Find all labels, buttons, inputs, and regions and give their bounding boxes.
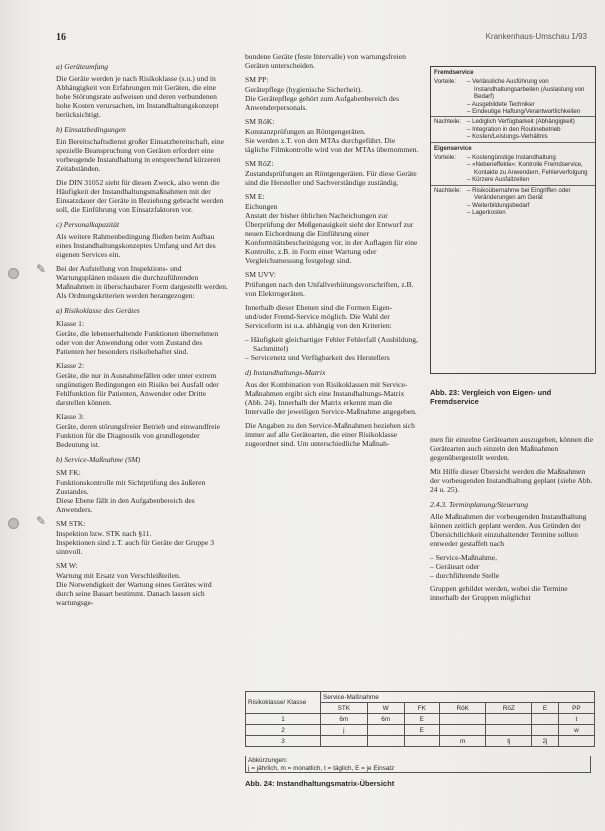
table-cell xyxy=(404,736,439,747)
box-row xyxy=(431,77,595,116)
figure-caption: Abb. 23: Vergleich von Eigen- und Fremdservice xyxy=(430,388,552,406)
box-list xyxy=(467,187,592,217)
list-item: – Weiterbildungsbedarf xyxy=(467,202,592,209)
list-item: – Risikoübernahme bei Eingriffen oder Veränderungen am Gerät xyxy=(467,187,592,202)
column-left xyxy=(56,56,230,612)
row-label: Nachteile: xyxy=(434,186,462,194)
punch-hole xyxy=(8,268,19,279)
paragraph: Die Gerätepflege gehört zum Aufgabenbereich des Anwenderpersonals. xyxy=(245,94,400,112)
column-subheader: STK xyxy=(321,703,368,714)
list-item: – Eindeutige Haftung/Verantwortlichkeiten xyxy=(467,108,592,115)
paragraph: bundene Geräte (feste Intervalle) von wartungsfreien Geräten unterscheiden. xyxy=(245,52,406,70)
sm-title: SM PP: xyxy=(245,75,269,84)
list-item: – Verlässliche Ausführung von Instandhaltungsarbeiten (Auslastung von Bedarf) xyxy=(467,78,592,100)
paragraph: Funktionskontrolle mit Sichtprüfung des äußeren Zustandes. xyxy=(56,478,206,496)
legend-title: Abkürzungen: xyxy=(248,757,288,764)
matrix-legend xyxy=(245,756,591,773)
table-cell xyxy=(367,736,404,747)
list-item: – Lediglich Verfügbarkeit (Abhängigkeit) xyxy=(467,118,592,125)
column-header: Service-Maßnahme xyxy=(321,692,595,703)
paragraph: Wartung mit Ersatz von Verschleißteilen. xyxy=(56,571,181,580)
table-cell xyxy=(486,714,532,725)
table-row xyxy=(246,725,595,736)
paragraph: Sie werden z.T. von den MTAs durchgeführt. Die tägliche Filmkontrolle wird von der MTAs übernommen. xyxy=(245,136,419,154)
table-row xyxy=(246,714,595,725)
punch-hole xyxy=(8,518,19,529)
sm-title: SM UVV: xyxy=(245,270,276,279)
table-cell: 6m xyxy=(321,714,368,725)
list-item: – Service-Maßnahme, xyxy=(430,553,595,562)
column-header: Risikoklasse/ Klasse xyxy=(246,692,321,714)
page-number: 16 xyxy=(56,32,66,43)
paragraph: Innerhalb dieser Ebenen sind die Formen Eigen- und/oder Fremd-Service möglich. Die Wahl der Serviceform ist u.a. abhängig von den Kriterien: xyxy=(245,303,393,330)
paragraph: Alle Maßnahmen der vorbeugenden Instandhaltung können zeitlich geplant werden. Aus Gründen der Übersichtlichkeit einzuhaltender Termine sollten entweder gestaffelt nach xyxy=(430,512,587,548)
paragraph: Geräte, deren störungsfreier Betrieb und einwandfreie Funktion für die Diagnostik von grundlegender Bedeutung ist. xyxy=(56,422,221,449)
paragraph: men für einzelne Gerätearten auszugeben, können die Gerätearten auch einzeln den Maßnahmen gegenübergestellt werden. xyxy=(430,435,593,462)
paragraph: Die Angaben zu den Service-Maßnahmen beziehen sich immer auf alle Gerätearten, die einer Risikoklasse zugeordnet sind. Um unterschiedliche Maßnah- xyxy=(245,421,415,448)
list-item: – Kosten/Leistungs-Verhältnis xyxy=(467,133,592,140)
list-item: – Servicenetz und Verfügbarkeit des Herstellers xyxy=(245,353,421,362)
paragraph: Bei der Aufstellung von Inspektions- und Wartungsplänen müssen die durchzuführenden Maßnahmen in überschaubarer Form dargestellt werden. Als Ordnungskriterien werden herangezogen: xyxy=(56,264,228,300)
table-cell xyxy=(532,714,559,725)
class-title: Klasse 1: xyxy=(56,319,85,328)
maintenance-matrix xyxy=(245,691,595,747)
section-heading: b) Service-Maßnahme (SM) xyxy=(56,455,141,464)
column-subheader: RöK xyxy=(439,703,486,714)
paragraph: Anstatt der bisher üblichen Nacheichungen zur Überprüfung der Meßgenauigkeit sieht der Entwurf zur neuen Eichordnung die Einführung einer Konformitätsbescheinigung vor, in der Auflagen für eine Kontrolle, z.B. in Form einer Wartung oder Vergleichsmessung festgelegt sind. xyxy=(245,211,418,265)
section-heading: a) Geräteumfang xyxy=(56,62,109,71)
table-cell xyxy=(321,736,368,747)
table-cell xyxy=(486,725,532,736)
table-cell: w xyxy=(558,725,594,736)
paragraph: Ein Bereitschaftsdienst großer Einsatzbereitschaft, eine spezielle Beanspruchung von Geräten erfordert eine vorbeugende Instandhaltung in entsprechend kürzeren Zeitabständen. xyxy=(56,137,225,173)
table-cell: t xyxy=(558,714,594,725)
box-list xyxy=(467,78,592,115)
section-heading: b) Einsatzbedingungen xyxy=(56,125,126,134)
table-header-row xyxy=(246,692,595,703)
box-heading: Fremdservice xyxy=(434,69,474,76)
list-item: – »Nebeneffekte«: Kontrolle Fremdservice, Kontakte zu Anwendern, Fehlerverfolgung xyxy=(467,161,592,176)
paragraph: Mit Hilfe dieser Übersicht werden die Maßnahmen der vorbeugenden Instandhaltung geplant (siehe Abb. 24 u. 25). xyxy=(430,467,593,494)
column-subheader: W xyxy=(367,703,404,714)
list-item: – Kostengünstige Instandhaltung xyxy=(467,154,592,161)
paragraph: Aus der Kombination von Risikoklassen mit Service-Maßnahmen ergibt sich eine Instandhaltungs-Matrix (Abb. 24). Innerhalb der Matrix erkennt man die Intervalle der jeweiligen Service-Maßnahme angegeben. xyxy=(245,380,417,416)
list-item: – durchführende Stelle xyxy=(430,571,595,580)
row-label: Vorteile: xyxy=(434,154,457,162)
column-subheader: PP xyxy=(558,703,594,714)
table-cell xyxy=(439,725,486,736)
column-middle xyxy=(245,52,421,453)
table-cell: 2j xyxy=(532,736,559,747)
box-heading: Eigenservice xyxy=(431,142,595,153)
table-cell xyxy=(367,725,404,736)
table-cell xyxy=(439,714,486,725)
box-row xyxy=(431,153,595,185)
sm-title: SM RöZ: xyxy=(245,159,274,168)
section-heading: 2.4.3. Terminplanung/Steuerung xyxy=(430,500,529,509)
paragraph: Inspektionen sind z.T. auch für Geräte der Gruppe 3 sinnvoll. xyxy=(56,538,215,556)
list-item: – Ausgebildete Techniker xyxy=(467,101,592,108)
column-subheader: FK xyxy=(404,703,439,714)
running-title: Krankenhaus-Umschau 1/93 xyxy=(485,32,587,41)
table-cell: j xyxy=(321,725,368,736)
legend-text: j = jährlich, m = monatlich, t = täglich, E = je Einsatz xyxy=(248,765,395,772)
sm-title: SM E: xyxy=(245,192,265,201)
paragraph: Zustandsprüfungen an Röntgengeräten. Für diese Geräte sind die Hersteller und Sachverständige zuständig. xyxy=(245,169,417,187)
paragraph: Gerätepflege (hygienische Sicherheit). xyxy=(245,85,363,94)
paragraph: Die Geräte werden je nach Risikoklasse (s.u.) und in Abhängigkeit von Erfahrungen mit Geräten, die eine hohe Störungsrate aufweisen und deren verbundenen hohe Kosten verursachen, im Instandhaltungskonzept berücksichtigt. xyxy=(56,74,219,119)
box-list xyxy=(467,118,592,140)
pencil-mark-icon: ✎ xyxy=(36,514,47,528)
paragraph: Die DIN 31052 sieht für diesen Zweck, also wenn die Häufigkeit der Instandhaltungsmaßnahmen mit der Einsatzdauer der Geräte in Beziehung gebracht werden soll, die Einführung von Einsatzfaktoren vor. xyxy=(56,178,224,214)
paragraph: Diese Ebene fällt in den Aufgabenbereich des Anwenders. xyxy=(56,496,195,514)
list-item: – Häufigkeit gleichartiger Fehler Fehlerfall (Ausbildung, Sachmittel) xyxy=(245,335,421,353)
table-cell: 1 xyxy=(246,714,321,725)
box-list xyxy=(467,154,592,184)
table-cell: E xyxy=(404,714,439,725)
pencil-mark-icon: ✎ xyxy=(36,262,47,276)
class-title: Klasse 2: xyxy=(56,361,85,370)
section-heading: a) Risikoklasse des Gerätes xyxy=(56,306,140,315)
table-cell: m xyxy=(439,736,486,747)
paragraph: Geräte, die lebenserhaltende Funktionen übernehmen oder von der Anwendung oder vom Zustand des Patienten her besonders risikobehaftet sind. xyxy=(56,329,219,356)
paragraph: Als weitere Rahmenbedingung fließen beim Aufbau eines Instandhaltungskonzeptes Umfang und Art des eigenen Services ein. xyxy=(56,232,216,259)
sm-title: SM RöK: xyxy=(245,117,275,126)
table-cell xyxy=(558,736,594,747)
comparison-box xyxy=(430,66,596,374)
section-heading: c) Personalkapazität xyxy=(56,220,120,229)
sm-title: SM W: xyxy=(56,561,78,570)
table-cell: tj xyxy=(486,736,532,747)
criteria-list xyxy=(245,335,421,362)
table-cell: 2 xyxy=(246,725,321,736)
paragraph: Konstanzprüfungen an Röntgengeräten. xyxy=(245,127,366,136)
paragraph: Inspektion bzw. STK nach §11. xyxy=(56,529,152,538)
list-item: – Kürzere Ausfallzeiten xyxy=(467,176,592,183)
row-label: Nachteile: xyxy=(434,118,462,126)
list-item: – Integration in den Routinebetrieb xyxy=(467,126,592,133)
grouping-list xyxy=(430,553,595,580)
row-label: Vorteile: xyxy=(434,78,457,86)
box-row xyxy=(431,116,595,141)
paragraph: Die Notwendigkeit der Wartung eines Gerätes wird durch seine Bauart bestimmt. Danach lassen sich wartungsge- xyxy=(56,580,212,607)
column-subheader: E xyxy=(532,703,559,714)
list-item: – Lagerkosten xyxy=(467,209,592,216)
paragraph: Geräte, die nur in Ausnahmefällen oder unter extrem ungünstigen Bedingungen ein Risiko bei Ausfall oder Fehlfunktion für Patienten, Anwender oder Dritte darstellen können. xyxy=(56,371,219,407)
section-heading: d) Instandhaltungs-Matrix xyxy=(245,368,326,377)
sm-title: SM STK: xyxy=(56,519,86,528)
table-row xyxy=(246,736,595,747)
table-cell: E xyxy=(404,725,439,736)
box-row xyxy=(431,185,595,218)
table-cell: 6m xyxy=(367,714,404,725)
table-cell xyxy=(532,725,559,736)
paragraph: Gruppen gebildet werden, wobei die Termine innerhalb der Gruppen möglichst xyxy=(430,584,568,602)
paragraph: Prüfungen nach den Unfallverhütungsvorschriften, z.B. von Elektrogeräten. xyxy=(245,280,414,298)
figure-caption: Abb. 24: Instandhaltungsmatrix-Übersicht xyxy=(245,779,395,788)
class-title: Klasse 3: xyxy=(56,412,85,421)
sm-title: SM FK: xyxy=(56,468,81,477)
paragraph: Eichungen xyxy=(245,202,278,211)
table-cell: 3 xyxy=(246,736,321,747)
list-item: – Geräteart oder xyxy=(430,562,595,571)
column-right xyxy=(430,435,595,607)
column-subheader: RöZ xyxy=(486,703,532,714)
